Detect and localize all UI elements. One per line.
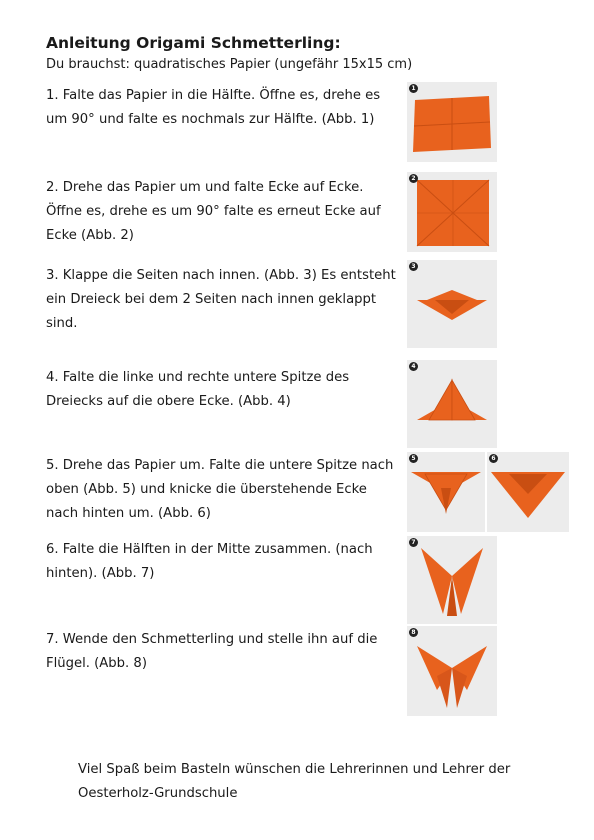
step-5: 5. Drehe das Papier um. Falte die untere Spitze nach oben (Abb. 5) und knicke die überstehende Ecke nach hinten um. (Abb. 6) <box>46 458 394 521</box>
butterfly-side-icon <box>407 536 497 624</box>
figure-7-photo <box>407 536 497 624</box>
butterfly-folded-icon <box>487 452 569 532</box>
triangle-points-up-icon <box>407 360 497 448</box>
step-6: 6. Falte die Hälften in der Mitte zusammen. (nach hinten). (Abb. 7) <box>46 542 373 581</box>
figure-badge: 2 <box>409 174 418 183</box>
figure-badge: 6 <box>489 454 498 463</box>
square-folded-icon <box>407 82 497 162</box>
figure-badge: 1 <box>409 84 418 93</box>
materials-line: Du brauchst: quadratisches Papier (ungefähr 15x15 cm) <box>46 57 413 72</box>
square-diagonals-icon <box>407 172 497 252</box>
step-2: 2. Drehe das Papier um und falte Ecke auf Ecke. Öffne es, drehe es um 90° falte es erneut Ecke auf Ecke (Abb. 2) <box>46 180 381 243</box>
step-1: 1. Falte das Papier in die Hälfte. Öffne es, drehe es um 90° und falte es nochmals zur Hälfte. (Abb. 1) <box>46 88 381 127</box>
triangle-fold-icon <box>407 260 497 348</box>
footer-text: Viel Spaß beim Basteln wünschen die Lehrerinnen und Lehrer der Oesterholz-Grundschule <box>78 762 511 801</box>
figure-4-photo <box>407 360 497 448</box>
figure-6-photo <box>487 452 569 532</box>
step-3: 3. Klappe die Seiten nach innen. (Abb. 3) Es entsteht ein Dreieck bei dem 2 Seiten nach innen geklappt sind. <box>46 268 396 331</box>
figure-3-photo <box>407 260 497 348</box>
figure-8-photo <box>407 626 497 716</box>
page-title: Anleitung Origami Schmetterling: <box>46 34 341 52</box>
figure-1-photo <box>407 82 497 162</box>
figure-badge: 8 <box>409 628 418 637</box>
butterfly-base-icon <box>407 452 485 532</box>
figure-badge: 3 <box>409 262 418 271</box>
figure-2-photo <box>407 172 497 252</box>
step-7: 7. Wende den Schmetterling und stelle ihn auf die Flügel. (Abb. 8) <box>46 632 378 671</box>
butterfly-final-icon <box>407 626 497 716</box>
figure-badge: 7 <box>409 538 418 547</box>
figure-badge: 5 <box>409 454 418 463</box>
step-4: 4. Falte die linke und rechte untere Spitze des Dreiecks auf die obere Ecke. (Abb. 4) <box>46 370 350 409</box>
figure-5-photo <box>407 452 485 532</box>
figure-badge: 4 <box>409 362 418 371</box>
